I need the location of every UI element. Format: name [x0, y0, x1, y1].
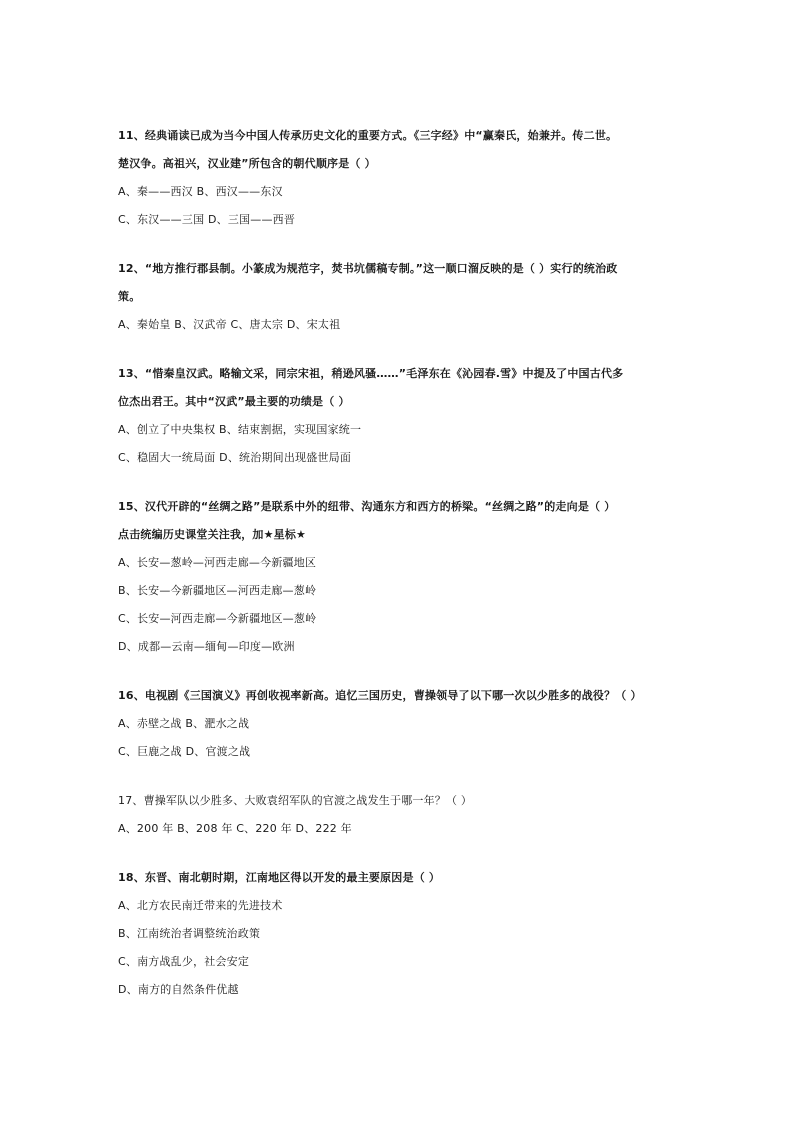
answer-option: A、赤壁之战 B、淝水之战 [118, 717, 250, 730]
question-stem-line: 17、曹操军队以少胜多、大败袁绍军队的官渡之战发生于哪一年？（ ） [118, 794, 473, 807]
answer-option: A、北方农民南迁带来的先进技术 [118, 899, 283, 912]
answer-option: A、200 年 B、208 年 C、220 年 D、222 年 [118, 822, 352, 835]
answer-option: B、长安—今新疆地区—河西走廊—葱岭 [118, 584, 317, 597]
answer-option: A、创立了中央集权 B、结束割据，实现国家统一 [118, 423, 362, 436]
answer-option: D、成都—云南—缅甸—印度—欧洲 [118, 640, 295, 653]
promo-line: 点击统编历史课堂关注我，加★星标★ [118, 528, 307, 541]
answer-option: C、长安—河西走廊—今新疆地区—葱岭 [118, 612, 317, 625]
question-15 [118, 493, 688, 661]
question-stem-line: 15、汉代开辟的“丝绸之路”是联系中外的纽带、沟通东方和西方的桥梁。“丝绸之路”的走向是（ ） [118, 500, 616, 513]
question-stem-line: 18、东晋、南北朝时期，江南地区得以开发的最主要原因是（ ） [118, 871, 441, 884]
question-stem-line: 11、经典诵读已成为当今中国人传承历史文化的重要方式。《三字经》中“赢秦氏，始兼并。传二世。 [118, 129, 618, 142]
answer-option: C、南方战乱少，社会安定 [118, 955, 250, 968]
answer-option: D、南方的自然条件优越 [118, 983, 239, 996]
question-stem-line: 16、电视剧《三国演义》再创收视率新高。追忆三国历史，曹操领导了以下哪一次以少胜多的战役？（ ） [118, 689, 642, 702]
question-16 [118, 682, 688, 766]
question-stem-line: 楚汉争。高祖兴，汉业建”所包含的朝代顺序是（ ） [118, 157, 376, 170]
question-stem-line: 12、“地方推行郡县制。小篆成为规范字，焚书坑儒稿专制。”这一顺口溜反映的是（ ）实行的统治政 [118, 262, 618, 275]
answer-option: C、巨鹿之战 D、官渡之战 [118, 745, 251, 758]
question-11 [118, 122, 688, 234]
answer-option: A、秦始皇 B、汉武帝 C、唐太宗 D、宋太祖 [118, 318, 341, 331]
question-stem-line: 策。 [118, 290, 141, 303]
question-13 [118, 360, 688, 472]
question-12 [118, 255, 688, 339]
question-17 [118, 787, 688, 843]
answer-option: B、江南统治者调整统治政策 [118, 927, 261, 940]
question-18 [118, 864, 688, 1004]
document-page [118, 122, 688, 1004]
answer-option: A、秦——西汉 B、西汉——东汉 [118, 185, 283, 198]
question-stem-line: 位杰出君王。其中“汉武”最主要的功绩是（ ） [118, 395, 350, 408]
question-stem-line: 13、“惜秦皇汉武。略输文采，同宗宋祖，稍逊风骚……”毛泽东在《沁园春.雪》中提及了中国古代多 [118, 367, 624, 380]
answer-option: A、长安—葱岭—河西走廊—今新疆地区 [118, 556, 317, 569]
answer-option: C、稳固大一统局面 D、统治期间出现盛世局面 [118, 451, 352, 464]
answer-option: C、东汉——三国 D、三国——西晋 [118, 213, 296, 226]
